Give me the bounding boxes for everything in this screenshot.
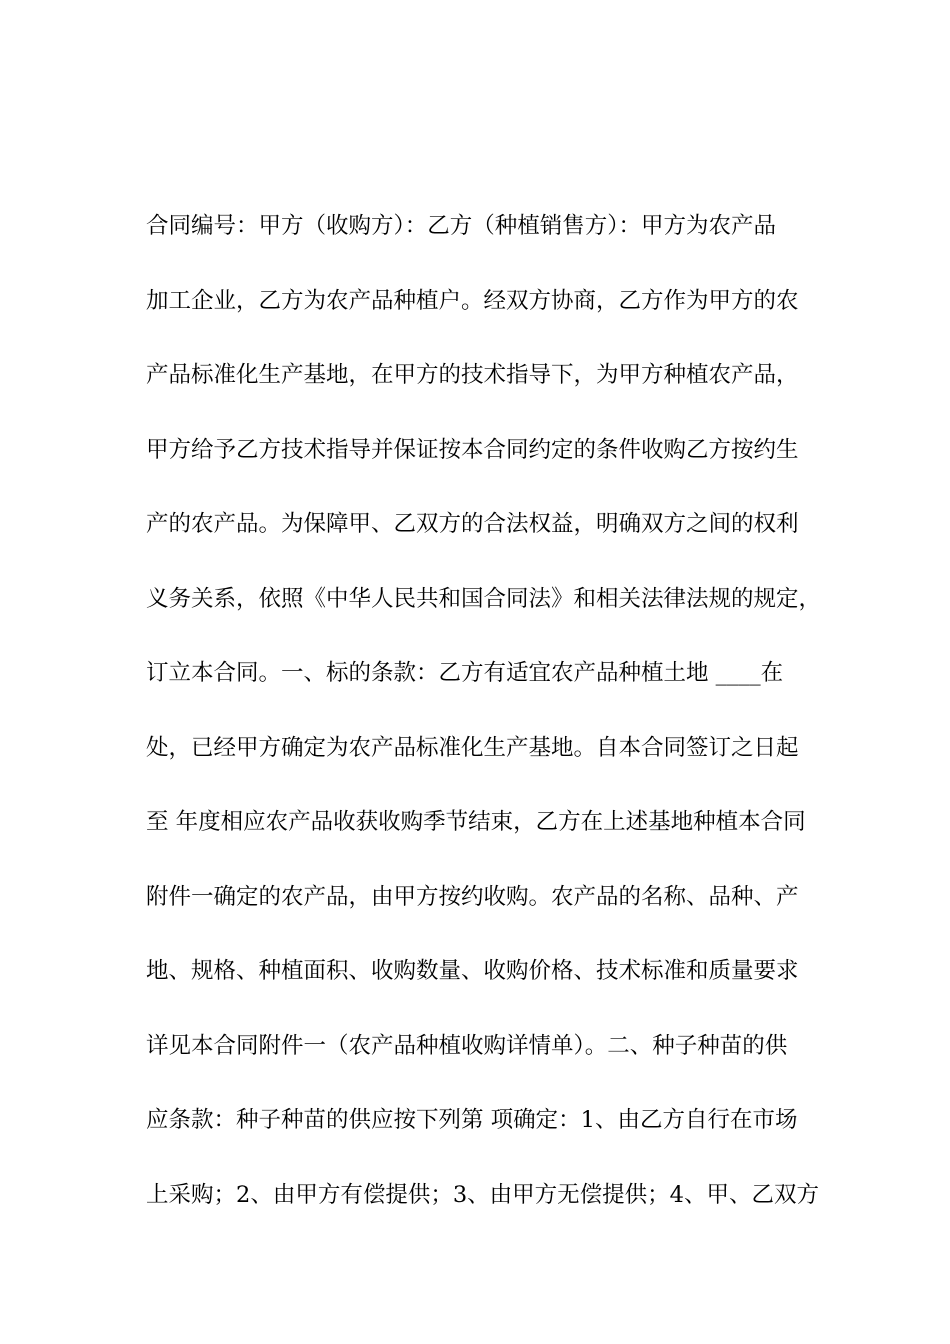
text-line: 至 年度相应农产品收获收购季节结束，乙方在上述基地种植本合同 — [146, 809, 806, 835]
text-line: 合同编号：甲方（收购方）：乙方（种植销售方）：甲方为农产品 — [146, 213, 777, 239]
text-line: 详见本合同附件一（农产品种植收购详情单）。二、种子种苗的供 — [146, 1032, 788, 1059]
contract-body-text — [146, 206, 826, 1249]
text-line: 附件一确定的农产品，由甲方按约收购。农产品的名称、品种、产 — [146, 883, 799, 910]
text-line: 产品标准化生产基地，在甲方的技术指导下，为甲方种植农产品， — [146, 362, 799, 388]
text-line: 订立本合同。一、标的条款：乙方有适宜农产品种植土地 ____在 — [146, 660, 784, 686]
text-line: 上采购；2、由甲方有偿提供；3、由甲方无偿提供；4、甲、乙双方 — [146, 1181, 819, 1208]
text-line: 处，已经甲方确定为农产品标准化生产基地。自本合同签订之日起 — [146, 734, 799, 761]
text-line: 地、规格、种植面积、收购数量、收购价格、技术标准和质量要求 — [146, 958, 799, 984]
text-line: 加工企业，乙方为农产品种植户。经双方协商，乙方作为甲方的农 — [146, 287, 799, 314]
text-line: 应条款：种子种苗的供应按下列第 项确定：1、由乙方自行在市场 — [146, 1107, 798, 1133]
text-line: 产的农产品。为保障甲、乙双方的合法权益，明确双方之间的权利 — [146, 511, 799, 537]
text-line: 甲方给予乙方技术指导并保证按本合同约定的条件收购乙方按约生 — [146, 436, 799, 463]
text-line: 义务关系，依照《中华人民共和国合同法》和相关法律法规的规定， — [146, 585, 822, 612]
